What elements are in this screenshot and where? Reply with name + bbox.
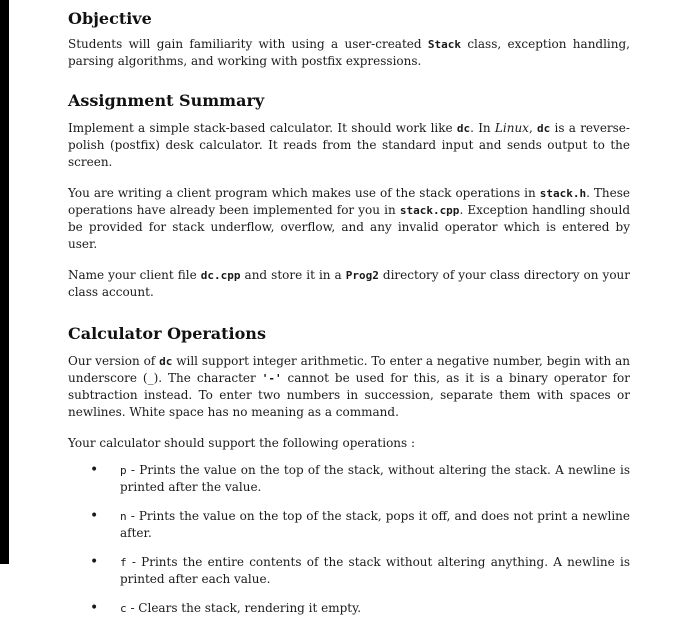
text-segment: You are writing a client program which makes use of the stack operations in (68, 186, 540, 200)
op-description: - Prints the value on the top of the stack, without altering the stack. A newline is printed after the value. (120, 463, 630, 494)
summary-paragraph-2 (68, 185, 630, 253)
text-segment: Students will gain familiarity with using a user-created (68, 37, 428, 51)
text-segment: will support integer arithmetic. To enter a negative number, begin with an underscore (_). The character (68, 354, 630, 385)
text-segment: and store it in a (240, 268, 346, 282)
list-item (90, 600, 630, 617)
op-description: - Prints the value on the top of the stack, pops it off, and does not print a newline after. (120, 509, 630, 540)
text-segment: is a reverse-polish (postfix) desk calculator. It reads from the standard input and sends output to the screen. (68, 121, 630, 169)
summary-paragraph-3 (68, 267, 630, 301)
list-item (90, 508, 630, 542)
list-item (90, 462, 630, 496)
document-page (68, 4, 630, 617)
op-description: - Prints the entire contents of the stack without altering anything. A newline is printed after each value. (120, 555, 630, 586)
objective-heading: Objective (68, 9, 152, 28)
operations-paragraph-1 (68, 353, 630, 421)
code-dc: dc (159, 355, 173, 368)
operations-paragraph-2: Your calculator should support the following operations : (68, 436, 416, 450)
code-dc: dc (537, 122, 551, 135)
text-segment: . These operations have already been implemented for you in (68, 186, 630, 217)
objective-paragraph (68, 36, 630, 70)
left-border-bar (0, 0, 9, 564)
list-item (90, 554, 630, 588)
text-segment: Name your client file (68, 268, 201, 282)
op-key: c (120, 602, 127, 615)
text-segment: Our version of (68, 354, 160, 368)
emphasis-linux: Linux (494, 121, 529, 135)
text-segment: . In (470, 121, 495, 135)
op-key: n (120, 510, 127, 523)
summary-paragraph-1 (68, 120, 630, 171)
op-key: p (120, 464, 127, 477)
code-stack: Stack (427, 38, 462, 51)
text-segment: , (528, 121, 538, 135)
text-segment: directory of your class directory on your class account. (68, 268, 631, 299)
code-stack-h: stack.h (539, 187, 587, 200)
code-minus-char: '-' (261, 372, 282, 385)
text-segment: class, exception handling, parsing algorithms, and working with postfix expressions. (68, 37, 630, 68)
operations-list (68, 462, 630, 617)
code-stack-cpp: stack.cpp (399, 204, 460, 217)
text-segment: Implement a simple stack-based calculator. It should work like (68, 121, 457, 135)
code-dc-cpp: dc.cpp (200, 269, 241, 282)
text-segment: cannot be used for this, as it is a binary operator for subtraction instead. To enter two numbers in succession, separate them with spaces or newlines. White space has no meaning as a command. (68, 371, 630, 419)
code-prog2: Prog2 (345, 269, 379, 282)
op-description: - Clears the stack, rendering it empty. (126, 601, 362, 615)
assignment-summary-heading: Assignment Summary (68, 91, 265, 110)
code-dc: dc (456, 122, 471, 135)
text-segment: . Exception handling should be provided for stack underflow, overflow, and any invalid operator which is entered by user. (68, 203, 630, 251)
op-key: f (120, 556, 127, 569)
calculator-operations-heading: Calculator Operations (68, 324, 266, 343)
